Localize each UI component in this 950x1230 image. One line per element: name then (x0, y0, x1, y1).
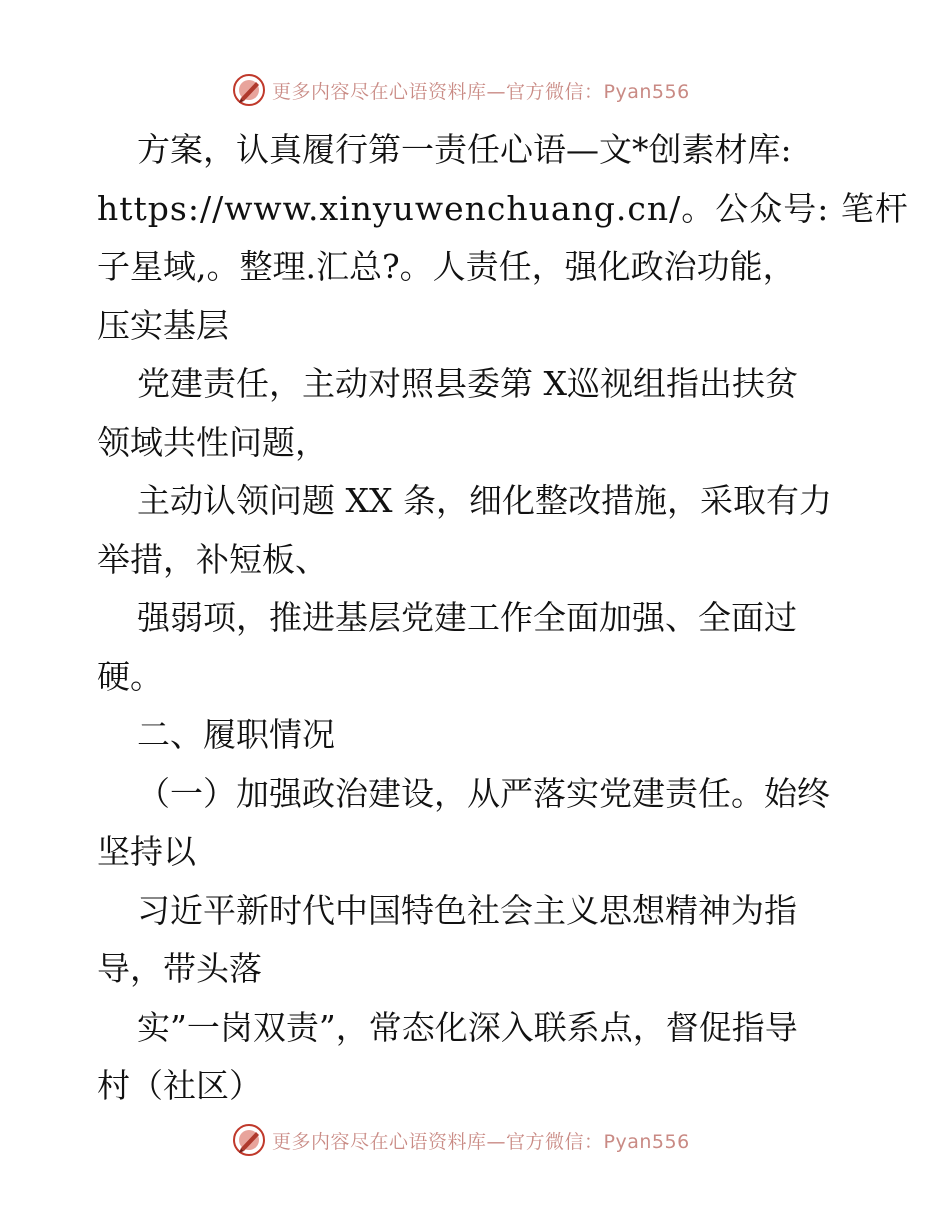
text-line: 村（社区） (97, 1066, 262, 1105)
text-line: 举措，补短板、 (97, 539, 328, 579)
text-line: 方案，认真履行第一责任心语—文*创素材库: (137, 130, 792, 169)
text-line: 领域共性问题， (97, 422, 328, 462)
text-line: 坚持以 (97, 832, 196, 871)
text-line: 导，带头落 (97, 949, 262, 988)
document-body (97, 121, 909, 1116)
text-line: 强弱项，推进基层党建工作全面加强、全面过 (137, 598, 797, 637)
header-watermark-text: 更多内容尽在心语资料库—官方微信：Pyan556 (272, 80, 690, 103)
text-line: 实”一岗双责”，常态化深入联系点，督促指导 (137, 1007, 798, 1047)
text-line: 党建责任，主动对照县委第 X巡视组指出扶贫 (137, 364, 798, 403)
header-watermark-banner (232, 72, 690, 108)
text-line: https://www.xinyuwenchuang.cn/。公众号: 笔杆 (97, 188, 909, 228)
text-line: 习近平新时代中国特色社会主义思想精神为指 (137, 890, 797, 930)
text-line: 压实基层 (97, 305, 229, 345)
text-line: 主动认领问题 XX 条，细化整改措施，采取有力 (137, 481, 832, 520)
pen-logo-icon (232, 73, 266, 107)
text-line: （一）加强政治建设，从严落实党建责任。始终 (137, 773, 830, 813)
text-line: 硬。 (97, 656, 163, 696)
text-line: 子星域,。整理.汇总?。人责任，强化政治功能， (97, 247, 796, 286)
section-heading: 二、履职情况 (137, 715, 335, 754)
footer-watermark-text: 更多内容尽在心语资料库—官方微信：Pyan556 (272, 1130, 690, 1153)
footer-watermark-banner (232, 1122, 690, 1158)
pen-logo-icon (232, 1123, 266, 1157)
